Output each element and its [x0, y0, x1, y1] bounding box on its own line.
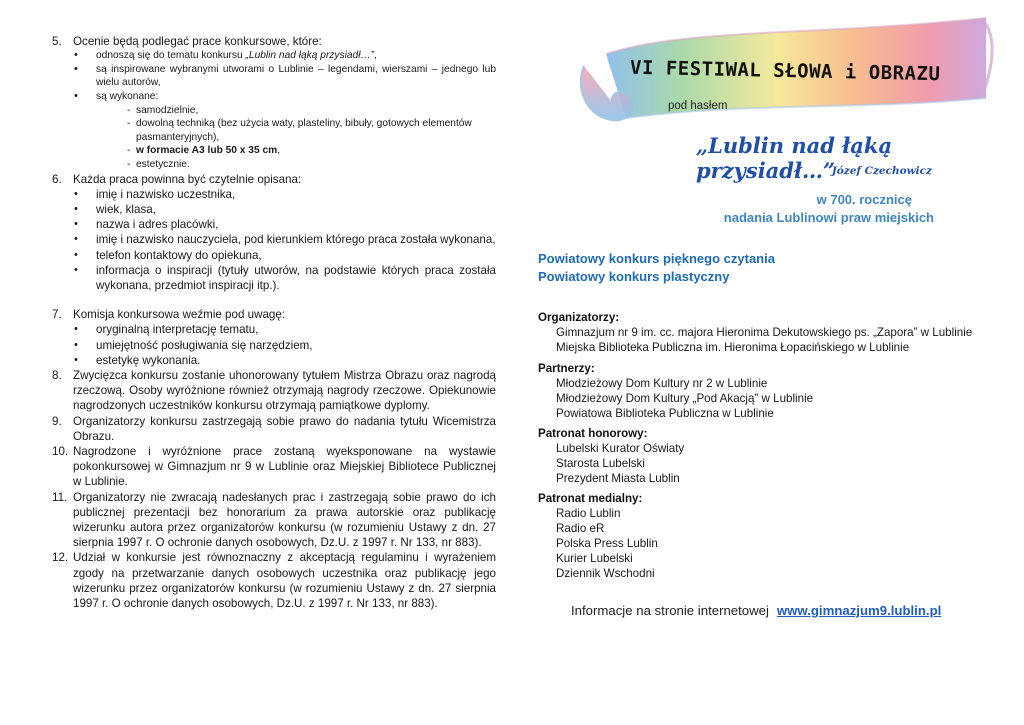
section-heading: Organizatorzy: [538, 311, 620, 324]
rule-text: Każda praca powinna być czytelnie opisana: [73, 172, 302, 186]
regulations-column [52, 34, 496, 611]
list-item: • oryginalną interpretację tematu, [96, 322, 496, 337]
rule-text: Ocenie będą podlegać prace konkursowe, które: [73, 35, 322, 48]
list-item: • informacja o inspiracji (tytuły utworów, na podstawie których praca została wykonana, przedmiot inspiracji itp.). [96, 263, 496, 293]
rule-7-list [52, 322, 496, 368]
rule-12 [52, 550, 496, 611]
list-item: • telefon kontaktowy do opiekuna, [96, 248, 496, 263]
rule-8 [52, 368, 496, 414]
list-item: Kurier Lubelski [556, 552, 633, 565]
rule-text: Zwycięzca konkursu zostanie uhonorowany tytułem Mistrza Obrazu oraz nagrodą rzeczową. Osoby wyróżnione również otrzymają nagrody rzeczowe. Opiekunowie nagrodzonych uczestników konkursu otrzymają pamiątkowe dyplomy. [73, 368, 496, 413]
subtitle-label: pod hasłem [668, 100, 728, 112]
rule-10 [52, 444, 496, 490]
section-heading: Partnerzy: [538, 362, 595, 375]
rule-number: 12. [52, 551, 69, 565]
list-item: Miejska Biblioteka Publiczna im. Hieronima Łopacińskiego w Lublinie [556, 341, 910, 354]
rule-5-list [52, 49, 496, 103]
list-item: • imię i nazwisko nauczyciela, pod kierunkiem którego praca została wykonana, [96, 232, 496, 247]
sublist-item: - dowolną techniką (bez użycia waty, plasteliny, bibuły, gotowych elementów pasmanteryjnych), [136, 117, 496, 144]
honorary-patronage-section [538, 426, 998, 486]
list-text: , [277, 145, 281, 157]
list-item: Radio eR [556, 522, 605, 535]
rule-number: 9. [52, 414, 62, 428]
sublist-item: - samodzielnie, [136, 104, 496, 118]
list-text: , [374, 50, 377, 62]
contest-art: Powiatowy konkurs plastyczny [538, 269, 730, 284]
sublist-item [136, 144, 496, 158]
rule-number: 8. [52, 368, 62, 382]
anniversary-line-2: nadania Lublinowi praw miejskich [723, 210, 934, 225]
rule-text: Komisja konkursowa weźmie pod uwagę: [73, 308, 286, 322]
rule-number: 11. [52, 490, 68, 504]
list-item: Gimnazjum nr 9 im. cc. majora Hieronima Dekutowskiego ps. „Zapora” w Lublinie [556, 326, 973, 339]
rule-number: 5. [52, 35, 62, 48]
list-item: • są inspirowane wybranymi utworami o Lublinie – legendami, wierszami – jednego lub wielu autorów, [96, 63, 496, 90]
list-item: Starosta Lubelski [556, 457, 645, 470]
rule-number: 10. [52, 445, 69, 458]
rule-number: 6. [52, 172, 62, 186]
format-text: w formacie A3 lub 50 x 35 cm [136, 145, 278, 157]
list-item: Powiatowa Biblioteka Publiczna w Lublinie [556, 407, 774, 420]
list-item: Lubelski Kurator Oświaty [556, 442, 685, 455]
partners-section [538, 361, 998, 421]
rule-text: Udział w konkursie jest równoznaczny z akceptacją regulaminu i wyrażeniem zgody na przetwarzanie danych osobowych uczestnika oraz publikację jego wizerunku przez organizatorów konkursu (w rozumieniu Ustawy z dn. 27 sierpnia 1997 r. O ochronie danych osobowych, Dz.U. z 1997 r. Nr 133, nr 883). [73, 551, 496, 611]
media-patronage-section [538, 491, 998, 581]
festival-title: VI FESTIWAL SŁOWA i OBRAZU [629, 56, 941, 86]
website-link[interactable]: www.gimnazjum9.lublin.pl [776, 603, 942, 618]
rule-text: Nagrodzone i wyróżnione prace zostaną wyeksponowane na wystawie pokonkursowej w Gimnazjum nr 9 w Lublinie oraz Miejskiej Bibliotece Publicznej w Lublinie. [73, 445, 496, 489]
list-item: • są wykonane: [96, 90, 496, 104]
quote-text: „Lublin nad łąką przysiadł…” [245, 50, 375, 62]
motto-heading: „Lublin nad łąką przysiadł…” [696, 133, 893, 183]
list-item: • nazwa i adres placówki, [96, 217, 496, 232]
list-item: Prezydent Miasta Lublin [556, 472, 680, 485]
rule-6 [52, 172, 496, 187]
motto-author: Józef Czechowicz [831, 165, 932, 177]
organizers-section [538, 310, 998, 355]
sublist-item: - estetycznie. [136, 158, 496, 172]
list-item: Dziennik Wschodni [556, 567, 655, 580]
list-item: • estetykę wykonania. [96, 353, 496, 368]
website-label: Informacje na stronie internetowej [571, 603, 769, 618]
list-item [96, 49, 496, 63]
list-item: • umiejętność posługiwania się narzędziem, [96, 338, 496, 353]
list-item: Polska Press Lublin [556, 537, 658, 550]
rule-9 [52, 414, 496, 444]
list-item: Radio Lublin [556, 507, 621, 520]
rule-text: Organizatorzy konkursu zastrzegają sobie prawo do nadania tytułu Wicemistrza Obrazu. [73, 414, 496, 443]
rule-text: Organizatorzy nie zwracają nadesłanych prac i zastrzegają sobie prawo do ich publicznej prezentacji bez honorarium za prawa autorskie oraz publikację wizerunku autora przez organizatorów konkursu (w rozumieniu Ustawy z dn. 27 sierpnia 1997 r. O ochronie danych osobowych, Dz.U. z 1997 r. Nr 133, nr 883). [73, 490, 496, 550]
spacer [52, 293, 496, 307]
list-item: • imię i nazwisko uczestnika, [96, 187, 496, 202]
contest-reading: Powiatowy konkurs pięknego czytania [538, 251, 775, 266]
rule-number: 7. [52, 308, 62, 322]
rule-7 [52, 307, 496, 322]
rule-6-list [52, 187, 496, 293]
anniversary-line-1: w 700. rocznicę [816, 192, 912, 207]
list-item: Młodzieżowy Dom Kultury nr 2 w Lublinie [556, 377, 768, 390]
rule-5-sublist [52, 104, 496, 172]
rule-11 [52, 490, 496, 551]
list-text: odnoszą się do tematu konkursu [96, 50, 246, 62]
rule-5 [52, 34, 496, 49]
website-info [571, 603, 941, 618]
section-heading: Patronat medialny: [538, 492, 643, 505]
list-item: Młodzieżowy Dom Kultury „Pod Akacją” w Lublinie [556, 392, 814, 405]
section-heading: Patronat honorowy: [538, 427, 648, 440]
list-item: • wiek, klasa, [96, 202, 496, 217]
